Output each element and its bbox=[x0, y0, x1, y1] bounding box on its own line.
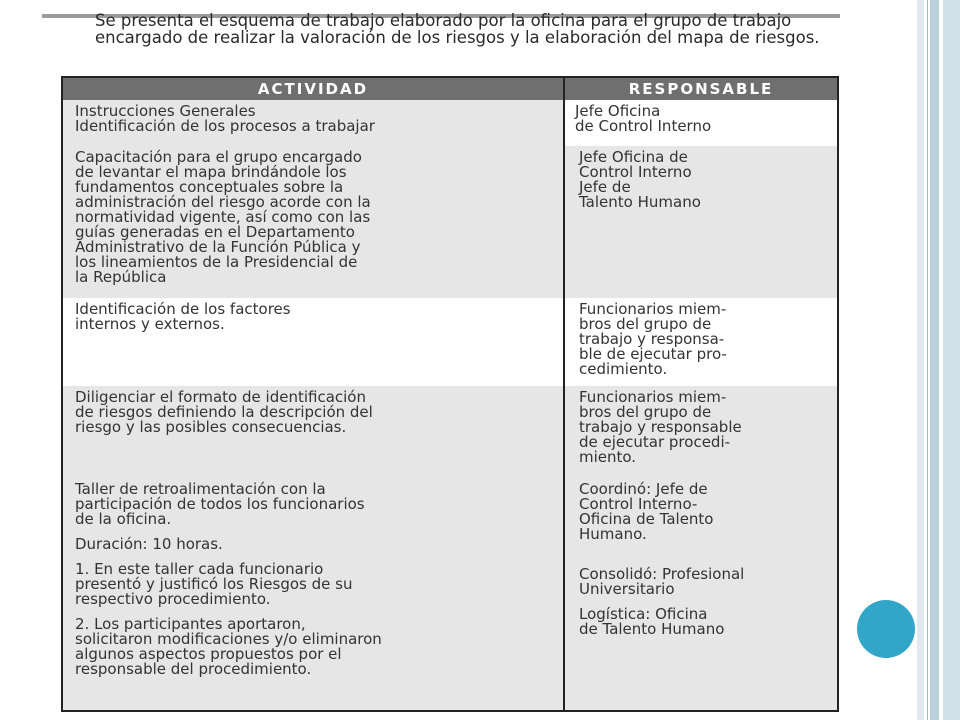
responsible-line: Control Interno- bbox=[579, 495, 698, 513]
activity-line: 1. En este taller cada funcionario bbox=[75, 560, 324, 578]
activity-block bbox=[75, 482, 553, 527]
responsible-line: ble de ejecutar pro- bbox=[579, 345, 727, 363]
responsible-line: Talento Humano bbox=[579, 193, 701, 211]
table-row bbox=[62, 146, 838, 298]
activity-line: Identificación de los factores bbox=[75, 300, 291, 318]
decorative-circle bbox=[857, 600, 915, 658]
activity-line: fundamentos conceptuales sobre la bbox=[75, 178, 344, 196]
activity-line: guías generadas en el Departamento bbox=[75, 223, 355, 241]
activity-line: de la oficina. bbox=[75, 510, 172, 528]
activity-cell bbox=[62, 100, 564, 146]
activity-block bbox=[75, 617, 553, 677]
responsible-line: bros del grupo de bbox=[579, 403, 712, 421]
activity-line: Diligenciar el formato de identificación bbox=[75, 388, 366, 406]
activity-line: Duración: 10 horas. bbox=[75, 535, 223, 553]
responsible-block bbox=[579, 607, 831, 637]
activity-line: riesgo y las posibles consecuencias. bbox=[75, 418, 347, 436]
activity-line: participación de todos los funcionarios bbox=[75, 495, 365, 513]
decorative-stripe bbox=[930, 0, 939, 720]
activity-line: Instrucciones Generales bbox=[75, 102, 256, 120]
responsible-line: miento. bbox=[579, 448, 637, 466]
responsible-line: Funcionarios miem- bbox=[579, 388, 727, 406]
responsible-block bbox=[579, 482, 831, 542]
responsible-line: Consolidó: Profesional bbox=[579, 565, 745, 583]
responsible-block bbox=[579, 567, 831, 597]
activity-line: presentó y justificó los Riesgos de su bbox=[75, 575, 353, 593]
responsible-cell bbox=[564, 146, 838, 298]
activity-line: internos y externos. bbox=[75, 315, 225, 333]
responsible-cell bbox=[564, 100, 838, 146]
table-row bbox=[62, 298, 838, 386]
header-responsible: RESPONSABLE bbox=[564, 77, 838, 100]
activity-line: Taller de retroalimentación con la bbox=[75, 480, 326, 498]
activity-cell bbox=[62, 386, 564, 480]
responsible-line: trabajo y responsa- bbox=[579, 330, 725, 348]
table-header-row bbox=[62, 77, 838, 100]
responsible-line: Jefe Oficina bbox=[575, 102, 661, 120]
activity-cell bbox=[62, 480, 564, 711]
responsible-line: Universitario bbox=[579, 580, 675, 598]
table-row bbox=[62, 100, 838, 146]
activity-line: responsable del procedimiento. bbox=[75, 660, 312, 678]
activity-line: normatividad vigente, así como con las bbox=[75, 208, 371, 226]
responsible-line: Jefe Oficina de bbox=[579, 148, 688, 166]
activity-line: Administrativo de la Función Pública y bbox=[75, 238, 361, 256]
risk-work-schedule-table bbox=[61, 76, 839, 712]
intro-text: Se presenta el esquema de trabajo elaborado por la oficina para el grupo de trabajo encargado de realizar la valoración de los riesgos y la elaboración del mapa de riesgos. bbox=[95, 11, 820, 47]
responsible-line: Humano. bbox=[579, 525, 647, 543]
responsible-line: de Talento Humano bbox=[579, 620, 725, 638]
table-row bbox=[62, 386, 838, 480]
activity-line: la República bbox=[75, 268, 167, 286]
responsible-line: Funcionarios miem- bbox=[579, 300, 727, 318]
responsible-line: de ejecutar procedi- bbox=[579, 433, 731, 451]
activity-cell bbox=[62, 298, 564, 386]
activity-line: respectivo procedimiento. bbox=[75, 590, 271, 608]
responsible-line: Coordinó: Jefe de bbox=[579, 480, 708, 498]
activity-line: administración del riesgo acorde con la bbox=[75, 193, 371, 211]
activity-line: Capacitación para el grupo encargado bbox=[75, 148, 362, 166]
table-row bbox=[62, 480, 838, 711]
activity-block bbox=[75, 562, 553, 607]
responsible-line: Oficina de Talento bbox=[579, 510, 714, 528]
activity-line: de levantar el mapa brindándole los bbox=[75, 163, 347, 181]
responsible-line: de Control Interno bbox=[575, 117, 712, 135]
activity-line: de riesgos definiendo la descripción del bbox=[75, 403, 373, 421]
activity-line: algunos aspectos propuestos por el bbox=[75, 645, 342, 663]
responsible-line: bros del grupo de bbox=[579, 315, 712, 333]
responsible-cell bbox=[564, 480, 838, 711]
responsible-cell bbox=[564, 386, 838, 480]
activity-cell bbox=[62, 146, 564, 298]
activity-block bbox=[75, 537, 553, 552]
responsible-line: trabajo y responsable bbox=[579, 418, 742, 436]
responsible-line: cedimiento. bbox=[579, 360, 668, 378]
activity-line: Identificación de los procesos a trabajar bbox=[75, 117, 375, 135]
responsible-line: Logística: Oficina bbox=[579, 605, 708, 623]
responsible-cell bbox=[564, 298, 838, 386]
header-activity: ACTIVIDAD bbox=[62, 77, 564, 100]
responsible-line: Jefe de bbox=[579, 178, 631, 196]
decorative-stripe bbox=[917, 0, 924, 720]
activity-line: los lineamientos de la Presidencial de bbox=[75, 253, 358, 271]
activity-line: 2. Los participantes aportaron, bbox=[75, 615, 306, 633]
decorative-stripe bbox=[943, 0, 960, 720]
decorative-line bbox=[927, 0, 928, 720]
activity-line: solicitaron modificaciones y/o eliminaron bbox=[75, 630, 382, 648]
responsible-line: Control Interno bbox=[579, 163, 692, 181]
